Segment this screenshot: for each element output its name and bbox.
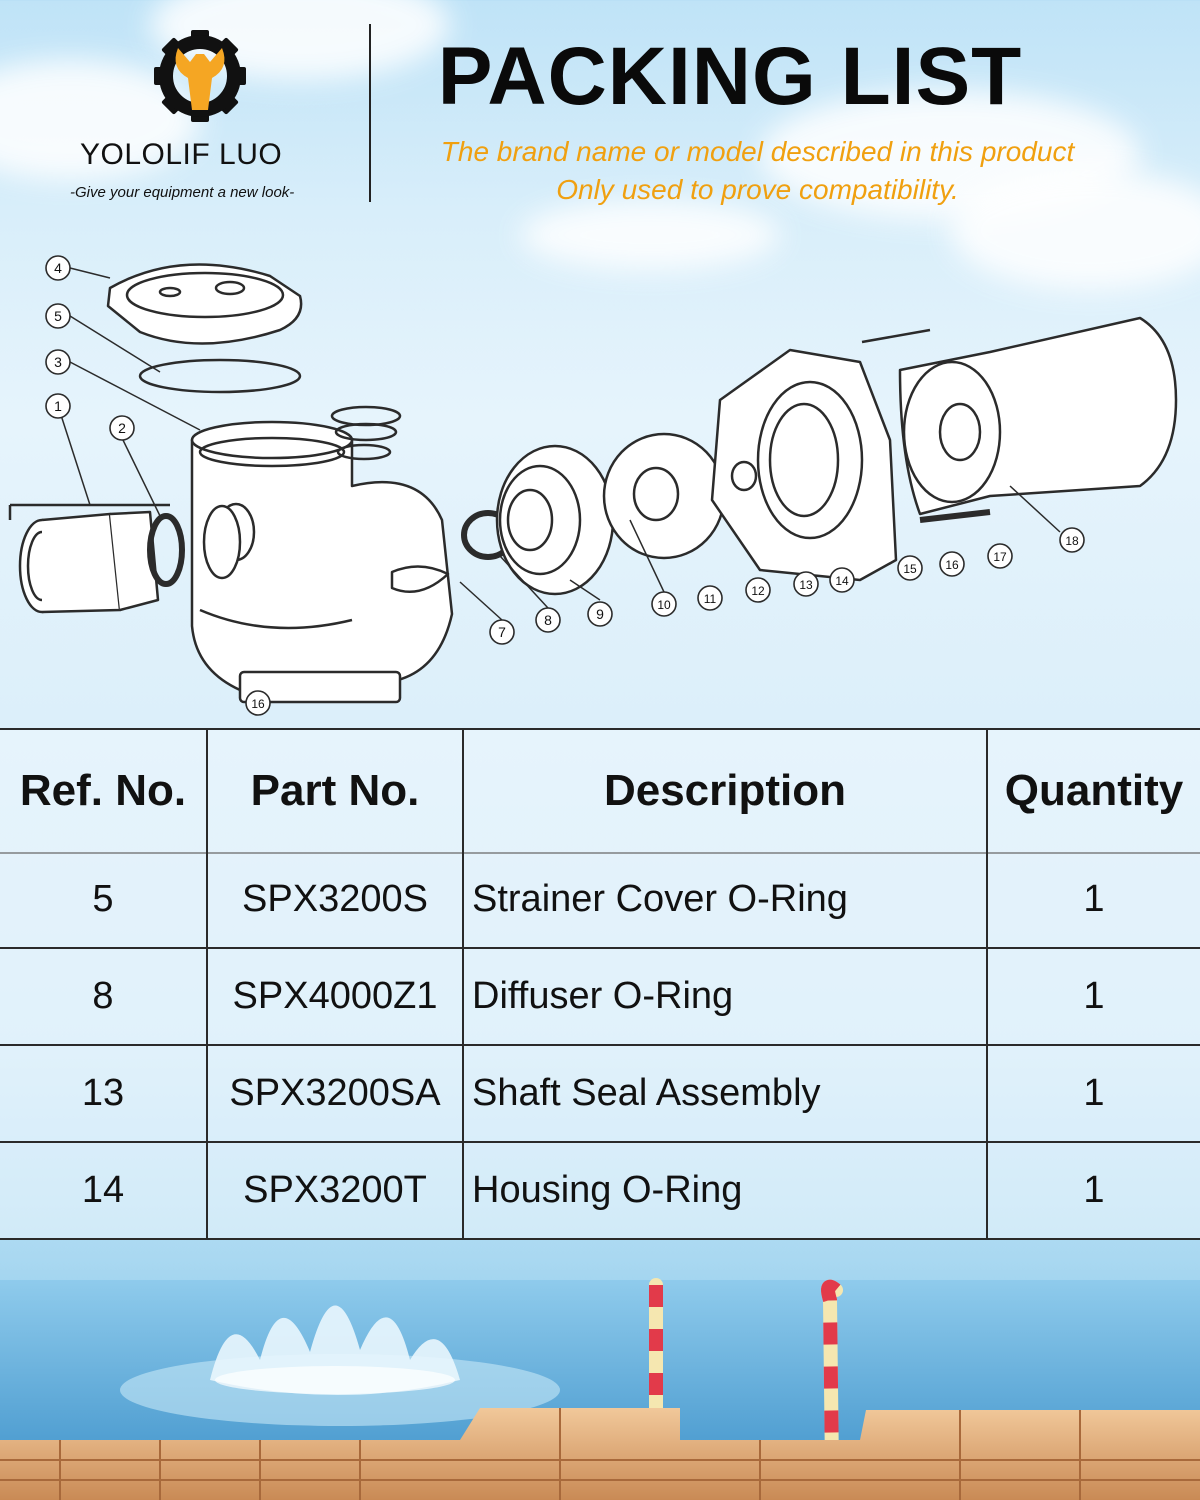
compatibility-note-line1: The brand name or model described in this product — [440, 136, 1075, 167]
cell-part-no: SPX4000Z1 — [232, 975, 438, 1017]
svg-text:5: 5 — [54, 308, 62, 324]
callout-5 — [46, 304, 70, 328]
cell-ref-no: 13 — [81, 1072, 125, 1114]
svg-text:18: 18 — [1065, 534, 1079, 548]
svg-text:8: 8 — [544, 612, 552, 628]
column-divider — [206, 728, 208, 1238]
header-ref-no: Ref. No. — [19, 766, 187, 815]
exploded-parts-diagram — [0, 240, 1200, 720]
callout-12 — [746, 578, 770, 602]
cell-ref-no: 5 — [92, 878, 114, 920]
cell-description: Diffuser O-Ring — [472, 975, 734, 1017]
seal-plate-drawing — [712, 350, 896, 580]
svg-text:9: 9 — [596, 606, 604, 622]
brand-slogan: -Give your equipment a new look- — [70, 184, 295, 201]
callout-15 — [898, 556, 922, 580]
svg-text:3: 3 — [54, 354, 62, 370]
table-header-row — [0, 728, 1200, 854]
column-divider — [986, 728, 988, 1238]
table-row — [0, 949, 1200, 1046]
table-row — [0, 1143, 1200, 1240]
page-title: PACKING LIST — [437, 31, 1023, 122]
callout-11 — [698, 586, 722, 610]
header-part-no: Part No. — [250, 766, 420, 815]
compatibility-note-line2: Only used to prove compatibility. — [556, 174, 959, 205]
svg-text:16: 16 — [251, 697, 265, 711]
callout-13 — [794, 572, 818, 596]
strainer-cover-drawing — [108, 264, 301, 343]
cell-quantity: 1 — [1083, 878, 1105, 920]
svg-text:7: 7 — [498, 624, 506, 640]
svg-text:14: 14 — [835, 574, 849, 588]
cell-description: Strainer Cover O-Ring — [472, 878, 848, 920]
callout-16 — [246, 691, 270, 715]
lid-o-ring-drawing — [140, 360, 300, 392]
cell-part-no: SPX3200S — [242, 878, 428, 920]
svg-text:16: 16 — [945, 558, 959, 572]
svg-text:15: 15 — [903, 562, 917, 576]
cell-quantity: 1 — [1083, 1072, 1105, 1114]
header-quantity: Quantity — [1004, 766, 1184, 815]
callout-10 — [652, 592, 676, 616]
svg-text:2: 2 — [118, 420, 126, 436]
table-row — [0, 1046, 1200, 1143]
pool-scene-illustration — [0, 1240, 1200, 1500]
callout-17 — [988, 544, 1012, 568]
callout-9 — [588, 602, 612, 626]
callout-1 — [46, 394, 70, 418]
brand-name: YOLOLIF LUO — [80, 138, 283, 171]
svg-text:11: 11 — [703, 592, 717, 606]
svg-text:12: 12 — [751, 584, 765, 598]
motor-drawing — [862, 318, 1176, 520]
cell-part-no: SPX3200SA — [229, 1072, 441, 1114]
header-description: Description — [603, 766, 847, 815]
callout-4 — [46, 256, 70, 280]
cell-quantity: 1 — [1083, 1169, 1105, 1211]
cell-quantity: 1 — [1083, 975, 1105, 1017]
callout-18 — [1060, 528, 1084, 552]
svg-text:17: 17 — [993, 550, 1007, 564]
table-row — [0, 852, 1200, 949]
svg-text:1: 1 — [54, 398, 62, 414]
cell-description: Housing O-Ring — [472, 1169, 743, 1211]
callout-2 — [110, 416, 134, 440]
svg-text:13: 13 — [799, 578, 813, 592]
cell-ref-no: 8 — [92, 975, 114, 1017]
callout-3 — [46, 350, 70, 374]
cell-description: Shaft Seal Assembly — [472, 1072, 821, 1114]
svg-text:10: 10 — [657, 598, 671, 612]
brand-logo — [60, 28, 360, 208]
packing-list-table — [0, 728, 1200, 1240]
svg-text:4: 4 — [54, 260, 62, 276]
callout-16 — [940, 552, 964, 576]
cell-ref-no: 14 — [81, 1169, 125, 1211]
callout-7 — [490, 620, 514, 644]
callout-14 — [830, 568, 854, 592]
column-divider — [462, 728, 464, 1238]
header-divider — [369, 24, 371, 202]
cell-part-no: SPX3200T — [243, 1169, 427, 1211]
callout-8 — [536, 608, 560, 632]
impeller-drawing — [604, 434, 724, 558]
